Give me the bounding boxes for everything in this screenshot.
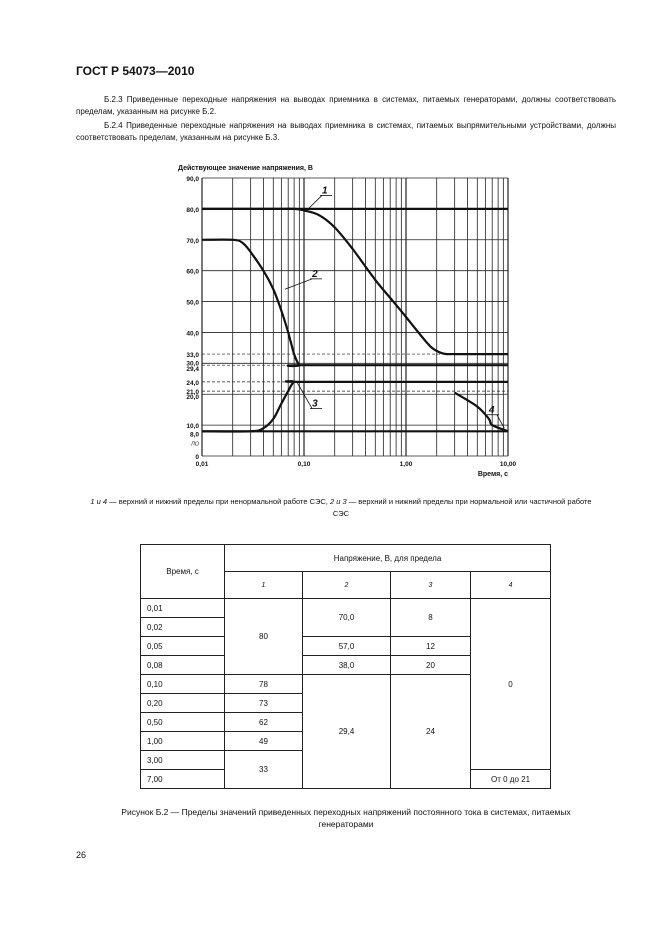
time-cell: 0,20 <box>141 694 225 713</box>
limit2-cell: 57,0 <box>303 637 391 656</box>
y-special-label: ЛО <box>190 441 199 448</box>
header-limit-1: 1 <box>225 572 303 599</box>
voltage-limits-table <box>140 544 551 789</box>
y-tick-label: 40,0 <box>186 330 199 338</box>
curve-label-4: 4 <box>488 404 495 416</box>
curve-label-1: 1 <box>321 185 328 197</box>
limit3-cell: 20 <box>391 656 471 675</box>
time-cell: 0,08 <box>141 656 225 675</box>
figure-title: Рисунок Б.2 — Пределы значений приведенных переходных напряжений постоянного тока в системах, питаемых генераторами <box>121 807 571 829</box>
time-cell: 1,00 <box>141 732 225 751</box>
document-header: ГОСТ Р 54073—2010 <box>76 64 195 78</box>
paragraph-b24: Б.2.4 Приведенные переходные напряжения на выводах приемника в системах, питаемых выпрямительными устройствами, должны соответствовать пределам, указанным на рисунке Б.3. <box>76 121 616 142</box>
header-voltage: Напряжение, В, для предела <box>225 545 551 572</box>
limit1-cell: 49 <box>225 732 303 751</box>
limit2-cell: 70,0 <box>303 599 391 637</box>
caption-curves-1-4: 1 и 4 <box>90 497 108 506</box>
curve-label-3: 3 <box>312 398 318 410</box>
y-tick-label: 60,0 <box>186 268 199 276</box>
y-tick-label: 70,0 <box>186 237 199 245</box>
chart-caption <box>86 496 596 520</box>
y-tick-label: 0 <box>195 454 199 461</box>
caption-text-1: — верхний и нижний пределы при ненормальной работе СЭС, <box>107 497 330 506</box>
time-cell: 0,10 <box>141 675 225 694</box>
y-tick-label: 30,0 <box>186 360 199 368</box>
header-limit-2: 2 <box>303 572 391 599</box>
y-tick-label: 80,0 <box>186 206 199 214</box>
x-tick-label: 1,00 <box>399 461 413 468</box>
time-cell: 0,02 <box>141 618 225 637</box>
page-number: 26 <box>76 850 87 860</box>
y-tick-label: 29,4 <box>186 366 199 374</box>
time-cell: 3,00 <box>141 751 225 770</box>
caption-curves-2-3: 2 и 3 <box>329 497 347 506</box>
y-tick-label: 20,0 <box>186 394 199 402</box>
limit1-cell: 80 <box>225 599 303 675</box>
limit3-cell: 8 <box>391 599 471 637</box>
x-tick-label: 0,01 <box>195 461 209 468</box>
caption-text-2: — верхний и нижний пределы при нормальной или частичной работе СЭС <box>332 497 592 518</box>
y-tick-label: 24,0 <box>186 379 199 387</box>
y-tick-label: 33,0 <box>186 352 199 360</box>
limit1-cell: 73 <box>225 694 303 713</box>
voltage-limits-chart <box>170 160 516 486</box>
x-axis-title: Время, с <box>477 471 508 478</box>
x-tick-label: 0,10 <box>297 461 311 468</box>
limit1-cell: 62 <box>225 713 303 732</box>
limit3-cell: 12 <box>391 637 471 656</box>
limit4-cell: От 0 до 21 <box>471 770 551 789</box>
time-cell: 0,05 <box>141 637 225 656</box>
limit3-cell: 24 <box>391 675 471 789</box>
series-line-3 <box>202 381 508 431</box>
paragraph-b23: Б.2.3 Приведенные переходные напряжения на выводах приемника в системах, питаемых генераторами, должны соответствовать пределам, указанным на рисунке Б.2. <box>76 95 616 116</box>
y-tick-label: 8,0 <box>189 431 199 439</box>
limit1-cell: 33 <box>225 751 303 789</box>
series-line-2 <box>202 240 508 366</box>
limit1-cell: 78 <box>225 675 303 694</box>
leader-line <box>285 279 312 289</box>
time-cell: 0,50 <box>141 713 225 732</box>
y-tick-label: 21,0 <box>186 389 199 397</box>
x-tick-label: 10,00 <box>499 461 516 468</box>
header-time: Время, с <box>141 545 225 599</box>
limit2-cell: 38,0 <box>303 656 391 675</box>
y-tick-label: 10,0 <box>186 423 199 431</box>
time-cell: 7,00 <box>141 770 225 789</box>
header-limit-3: 3 <box>391 572 471 599</box>
y-axis-title: Действующее значение напряжения, В <box>178 165 313 172</box>
time-cell: 0,01 <box>141 599 225 618</box>
y-tick-label: 90,0 <box>186 176 199 183</box>
y-tick-label: 50,0 <box>186 299 199 307</box>
curve-label-2: 2 <box>312 268 318 280</box>
limit4-cell: 0 <box>471 599 551 770</box>
header-limit-4: 4 <box>471 572 551 599</box>
limit2-cell: 29,4 <box>303 675 391 789</box>
leader-line <box>308 195 322 208</box>
